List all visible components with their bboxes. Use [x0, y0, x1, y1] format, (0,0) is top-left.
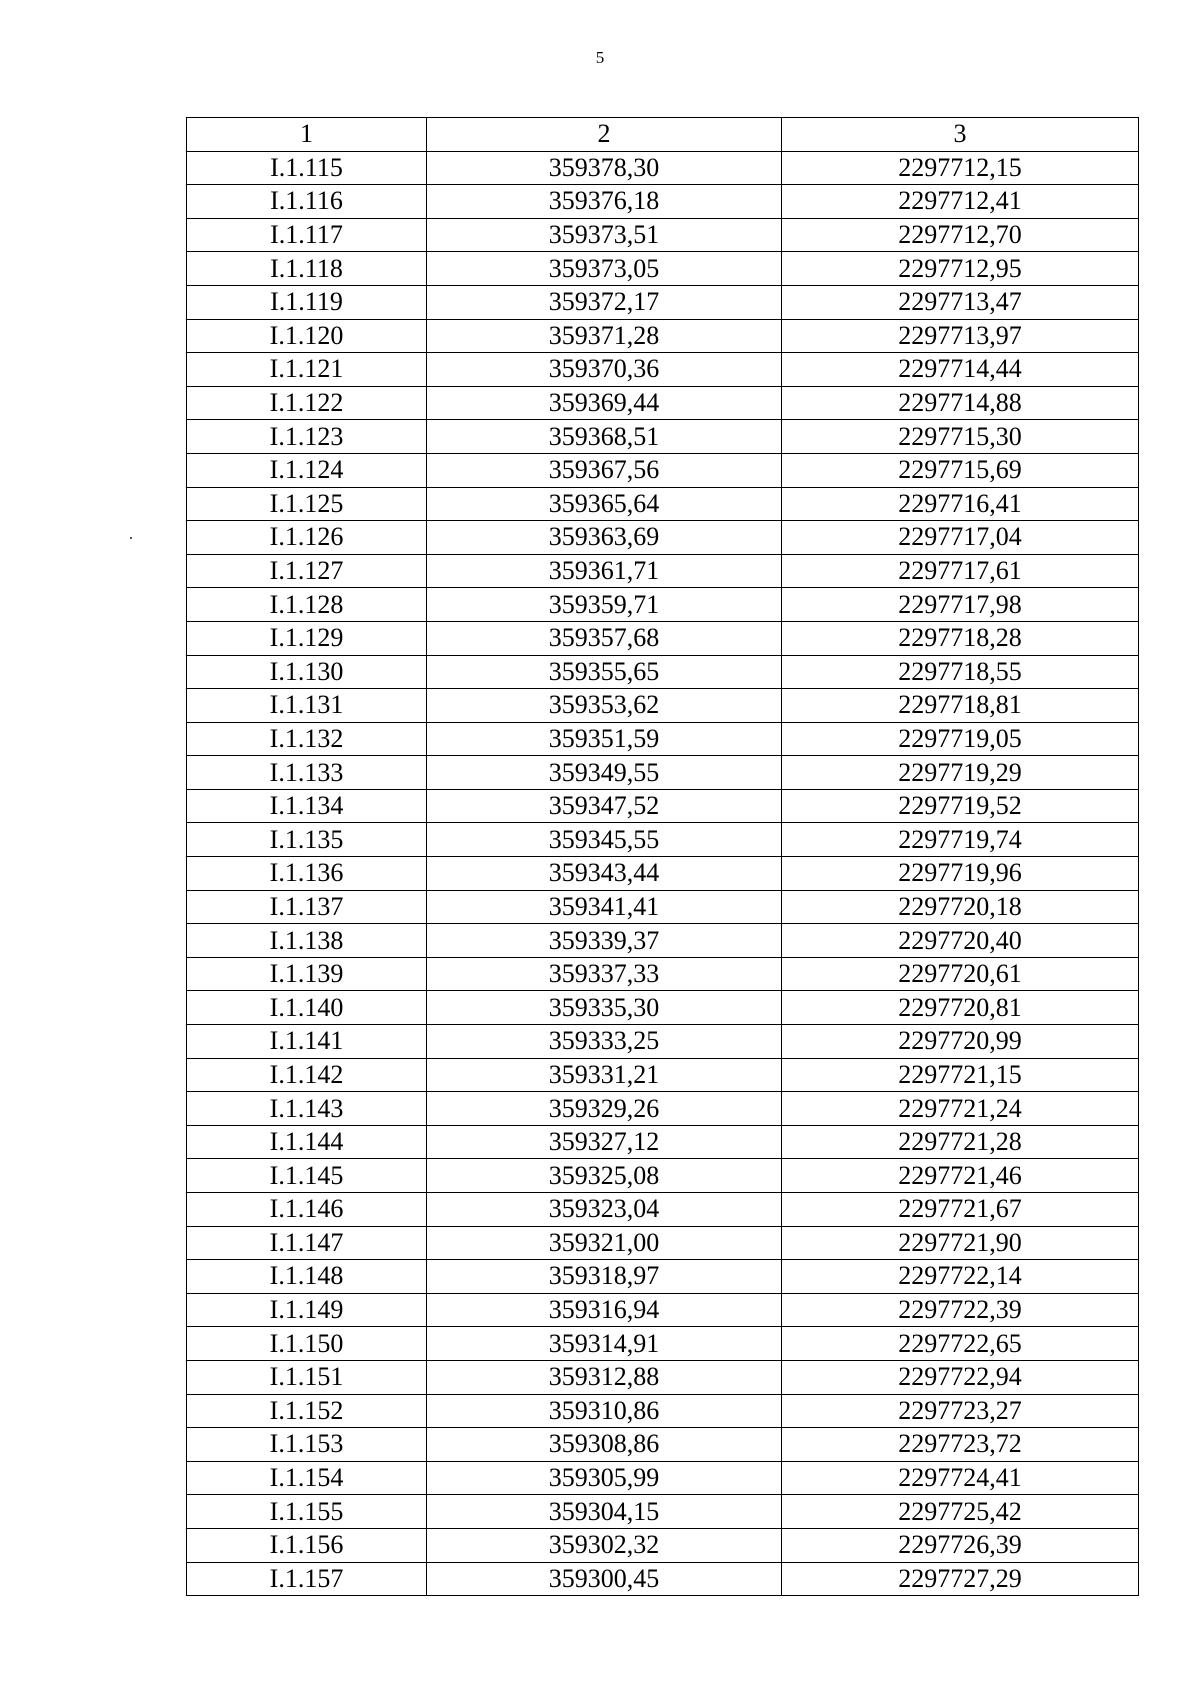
- point-id-cell: I.1.129: [187, 621, 427, 655]
- table-row: [187, 756, 1139, 790]
- x-coordinate-cell: 359329,26: [427, 1092, 782, 1126]
- table-row: [187, 957, 1139, 991]
- x-coordinate-cell: 359341,41: [427, 890, 782, 924]
- point-id-cell: I.1.122: [187, 386, 427, 420]
- y-coordinate-cell: 2297720,99: [782, 1025, 1139, 1059]
- point-id-cell: I.1.128: [187, 588, 427, 622]
- x-coordinate-cell: 359361,71: [427, 554, 782, 588]
- coordinates-table: [186, 117, 1139, 1596]
- x-coordinate-cell: 359339,37: [427, 924, 782, 958]
- y-coordinate-cell: 2297720,40: [782, 924, 1139, 958]
- y-coordinate-cell: 2297723,72: [782, 1428, 1139, 1462]
- table-row: [187, 1025, 1139, 1059]
- point-id-cell: I.1.151: [187, 1360, 427, 1394]
- point-id-cell: I.1.130: [187, 655, 427, 689]
- point-id-cell: I.1.125: [187, 487, 427, 521]
- point-id-cell: I.1.144: [187, 1125, 427, 1159]
- x-coordinate-cell: 359370,36: [427, 353, 782, 387]
- y-coordinate-cell: 2297722,14: [782, 1260, 1139, 1294]
- x-coordinate-cell: 359347,52: [427, 789, 782, 823]
- point-id-cell: I.1.143: [187, 1092, 427, 1126]
- y-coordinate-cell: 2297718,28: [782, 621, 1139, 655]
- table-row: [187, 1058, 1139, 1092]
- x-coordinate-cell: 359345,55: [427, 823, 782, 857]
- point-id-cell: I.1.154: [187, 1461, 427, 1495]
- x-coordinate-cell: 359373,51: [427, 218, 782, 252]
- table-row: [187, 1562, 1139, 1596]
- point-id-cell: I.1.148: [187, 1260, 427, 1294]
- point-id-cell: I.1.117: [187, 218, 427, 252]
- point-id-cell: I.1.150: [187, 1327, 427, 1361]
- x-coordinate-cell: 359312,88: [427, 1360, 782, 1394]
- x-coordinate-cell: 359351,59: [427, 722, 782, 756]
- table-row: [187, 185, 1139, 219]
- y-coordinate-cell: 2297725,42: [782, 1495, 1139, 1529]
- y-coordinate-cell: 2297722,39: [782, 1293, 1139, 1327]
- table-row: [187, 1293, 1139, 1327]
- y-coordinate-cell: 2297713,97: [782, 319, 1139, 353]
- table-row: [187, 1528, 1139, 1562]
- x-coordinate-cell: 359363,69: [427, 521, 782, 555]
- table-row: [187, 1394, 1139, 1428]
- y-coordinate-cell: 2297719,29: [782, 756, 1139, 790]
- x-coordinate-cell: 359357,68: [427, 621, 782, 655]
- table-row: [187, 319, 1139, 353]
- point-id-cell: I.1.123: [187, 420, 427, 454]
- column-header: 2: [427, 118, 782, 152]
- y-coordinate-cell: 2297717,98: [782, 588, 1139, 622]
- table-row: [187, 857, 1139, 891]
- y-coordinate-cell: 2297721,15: [782, 1058, 1139, 1092]
- table-row: [187, 1461, 1139, 1495]
- x-coordinate-cell: 359304,15: [427, 1495, 782, 1529]
- x-coordinate-cell: 359343,44: [427, 857, 782, 891]
- x-coordinate-cell: 359327,12: [427, 1125, 782, 1159]
- point-id-cell: I.1.149: [187, 1293, 427, 1327]
- point-id-cell: I.1.132: [187, 722, 427, 756]
- table-row: [187, 588, 1139, 622]
- x-coordinate-cell: 359321,00: [427, 1226, 782, 1260]
- y-coordinate-cell: 2297727,29: [782, 1562, 1139, 1596]
- table-row: [187, 1092, 1139, 1126]
- table-row: [187, 252, 1139, 286]
- point-id-cell: I.1.126: [187, 521, 427, 555]
- point-id-cell: I.1.124: [187, 453, 427, 487]
- x-coordinate-cell: 359308,86: [427, 1428, 782, 1462]
- table-row: [187, 991, 1139, 1025]
- point-id-cell: I.1.146: [187, 1193, 427, 1227]
- y-coordinate-cell: 2297714,88: [782, 386, 1139, 420]
- column-header: 1: [187, 118, 427, 152]
- y-coordinate-cell: 2297712,15: [782, 151, 1139, 185]
- x-coordinate-cell: 359368,51: [427, 420, 782, 454]
- table-row: [187, 453, 1139, 487]
- x-coordinate-cell: 359325,08: [427, 1159, 782, 1193]
- x-coordinate-cell: 359310,86: [427, 1394, 782, 1428]
- point-id-cell: I.1.119: [187, 285, 427, 319]
- column-header: 3: [782, 118, 1139, 152]
- y-coordinate-cell: 2297722,94: [782, 1360, 1139, 1394]
- point-id-cell: I.1.120: [187, 319, 427, 353]
- table-row: [187, 1428, 1139, 1462]
- x-coordinate-cell: 359353,62: [427, 689, 782, 723]
- table-row: [187, 386, 1139, 420]
- table-row: [187, 353, 1139, 387]
- table-row: [187, 1327, 1139, 1361]
- point-id-cell: I.1.134: [187, 789, 427, 823]
- point-id-cell: I.1.136: [187, 857, 427, 891]
- table-row: [187, 924, 1139, 958]
- table-row: [187, 1226, 1139, 1260]
- y-coordinate-cell: 2297715,69: [782, 453, 1139, 487]
- point-id-cell: I.1.121: [187, 353, 427, 387]
- y-coordinate-cell: 2297721,67: [782, 1193, 1139, 1227]
- table-row: [187, 487, 1139, 521]
- table-row: [187, 285, 1139, 319]
- y-coordinate-cell: 2297720,81: [782, 991, 1139, 1025]
- x-coordinate-cell: 359376,18: [427, 185, 782, 219]
- x-coordinate-cell: 359365,64: [427, 487, 782, 521]
- table-row: [187, 722, 1139, 756]
- y-coordinate-cell: 2297721,90: [782, 1226, 1139, 1260]
- y-coordinate-cell: 2297712,95: [782, 252, 1139, 286]
- point-id-cell: I.1.116: [187, 185, 427, 219]
- x-coordinate-cell: 359333,25: [427, 1025, 782, 1059]
- table-row: [187, 1193, 1139, 1227]
- y-coordinate-cell: 2297720,61: [782, 957, 1139, 991]
- point-id-cell: I.1.141: [187, 1025, 427, 1059]
- point-id-cell: I.1.131: [187, 689, 427, 723]
- y-coordinate-cell: 2297713,47: [782, 285, 1139, 319]
- x-coordinate-cell: 359369,44: [427, 386, 782, 420]
- x-coordinate-cell: 359323,04: [427, 1193, 782, 1227]
- table-header-row: [187, 118, 1139, 152]
- y-coordinate-cell: 2297726,39: [782, 1528, 1139, 1562]
- y-coordinate-cell: 2297720,18: [782, 890, 1139, 924]
- y-coordinate-cell: 2297718,81: [782, 689, 1139, 723]
- point-id-cell: I.1.138: [187, 924, 427, 958]
- x-coordinate-cell: 359337,33: [427, 957, 782, 991]
- y-coordinate-cell: 2297717,04: [782, 521, 1139, 555]
- y-coordinate-cell: 2297721,46: [782, 1159, 1139, 1193]
- y-coordinate-cell: 2297722,65: [782, 1327, 1139, 1361]
- y-coordinate-cell: 2297719,96: [782, 857, 1139, 891]
- table-row: [187, 1360, 1139, 1394]
- table-row: [187, 420, 1139, 454]
- y-coordinate-cell: 2297721,24: [782, 1092, 1139, 1126]
- y-coordinate-cell: 2297719,05: [782, 722, 1139, 756]
- x-coordinate-cell: 359314,91: [427, 1327, 782, 1361]
- point-id-cell: I.1.156: [187, 1528, 427, 1562]
- table-row: [187, 1125, 1139, 1159]
- point-id-cell: I.1.145: [187, 1159, 427, 1193]
- x-coordinate-cell: 359331,21: [427, 1058, 782, 1092]
- table-row: [187, 1495, 1139, 1529]
- point-id-cell: I.1.153: [187, 1428, 427, 1462]
- point-id-cell: I.1.133: [187, 756, 427, 790]
- y-coordinate-cell: 2297719,74: [782, 823, 1139, 857]
- table-row: [187, 890, 1139, 924]
- x-coordinate-cell: 359318,97: [427, 1260, 782, 1294]
- table-row: [187, 151, 1139, 185]
- y-coordinate-cell: 2297723,27: [782, 1394, 1139, 1428]
- y-coordinate-cell: 2297724,41: [782, 1461, 1139, 1495]
- table-row: [187, 554, 1139, 588]
- x-coordinate-cell: 359349,55: [427, 756, 782, 790]
- table-row: [187, 789, 1139, 823]
- x-coordinate-cell: 359305,99: [427, 1461, 782, 1495]
- point-id-cell: I.1.140: [187, 991, 427, 1025]
- table-row: [187, 1260, 1139, 1294]
- x-coordinate-cell: 359300,45: [427, 1562, 782, 1596]
- y-coordinate-cell: 2297718,55: [782, 655, 1139, 689]
- y-coordinate-cell: 2297715,30: [782, 420, 1139, 454]
- table-row: [187, 621, 1139, 655]
- y-coordinate-cell: 2297714,44: [782, 353, 1139, 387]
- table-row: [187, 689, 1139, 723]
- x-coordinate-cell: 359302,32: [427, 1528, 782, 1562]
- point-id-cell: I.1.147: [187, 1226, 427, 1260]
- point-id-cell: I.1.135: [187, 823, 427, 857]
- point-id-cell: I.1.115: [187, 151, 427, 185]
- x-coordinate-cell: 359378,30: [427, 151, 782, 185]
- table-row: [187, 823, 1139, 857]
- y-coordinate-cell: 2297716,41: [782, 487, 1139, 521]
- x-coordinate-cell: 359316,94: [427, 1293, 782, 1327]
- point-id-cell: I.1.127: [187, 554, 427, 588]
- page-number: 5: [595, 48, 605, 67]
- point-id-cell: I.1.155: [187, 1495, 427, 1529]
- scan-speck: [130, 537, 132, 539]
- x-coordinate-cell: 359367,56: [427, 453, 782, 487]
- coordinates-table-body: [187, 118, 1139, 1596]
- point-id-cell: I.1.139: [187, 957, 427, 991]
- y-coordinate-cell: 2297721,28: [782, 1125, 1139, 1159]
- table-row: [187, 218, 1139, 252]
- x-coordinate-cell: 359373,05: [427, 252, 782, 286]
- point-id-cell: I.1.142: [187, 1058, 427, 1092]
- y-coordinate-cell: 2297712,41: [782, 185, 1139, 219]
- x-coordinate-cell: 359335,30: [427, 991, 782, 1025]
- y-coordinate-cell: 2297717,61: [782, 554, 1139, 588]
- x-coordinate-cell: 359371,28: [427, 319, 782, 353]
- y-coordinate-cell: 2297719,52: [782, 789, 1139, 823]
- point-id-cell: I.1.152: [187, 1394, 427, 1428]
- x-coordinate-cell: 359359,71: [427, 588, 782, 622]
- point-id-cell: I.1.137: [187, 890, 427, 924]
- point-id-cell: I.1.118: [187, 252, 427, 286]
- point-id-cell: I.1.157: [187, 1562, 427, 1596]
- x-coordinate-cell: 359372,17: [427, 285, 782, 319]
- table-row: [187, 521, 1139, 555]
- y-coordinate-cell: 2297712,70: [782, 218, 1139, 252]
- x-coordinate-cell: 359355,65: [427, 655, 782, 689]
- table-row: [187, 1159, 1139, 1193]
- table-row: [187, 655, 1139, 689]
